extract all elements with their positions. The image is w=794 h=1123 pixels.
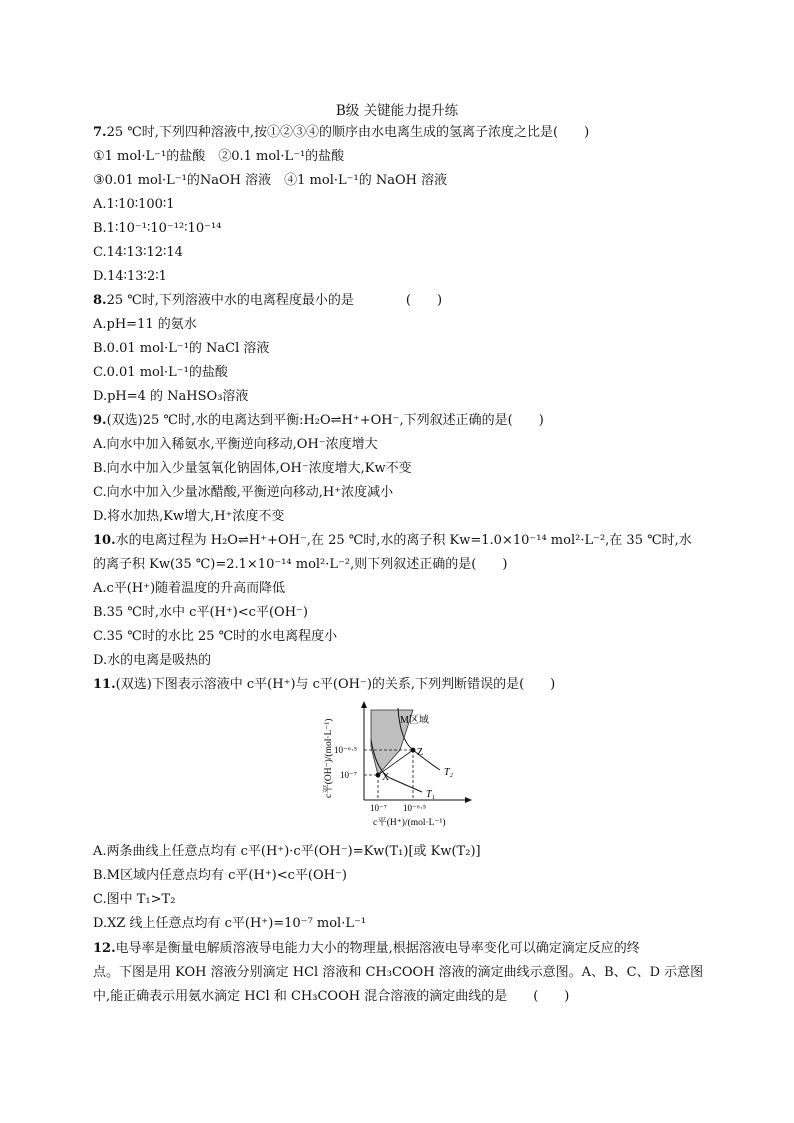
text-line xyxy=(93,387,248,407)
line-text: A.pH=11 的氨水 xyxy=(93,317,197,332)
line-text: 点。下图是用 KOH 溶液分别滴定 HCl 溶液和 CH₃COOH 溶液的滴定曲线示意图。A、B、C、D 示意图 xyxy=(93,965,704,980)
line-text: B.向水中加入少量氢氧化钠固体,OH⁻浓度增大,Kw不变 xyxy=(93,461,412,476)
point-x-marker xyxy=(376,773,381,778)
curve-t1-label: T₁ xyxy=(426,789,436,800)
line-text: D.14∶13∶2∶1 xyxy=(93,269,167,284)
text-line xyxy=(93,363,228,383)
question-number: 8. xyxy=(93,293,107,308)
line-text: 水的电离过程为 H₂O⇌H⁺+OH⁻,在 25 ℃时,水的离子积 Kw=1.0×10⁻¹⁴ mol²·L⁻²,在 35 ℃时,水 xyxy=(115,533,692,548)
line-text: A.向水中加入稀氨水,平衡逆向移动,OH⁻浓度增大 xyxy=(93,437,378,452)
question-stem-line xyxy=(93,123,589,143)
point-z-marker xyxy=(411,748,416,753)
question-stem-line xyxy=(93,939,640,959)
question-number: 11. xyxy=(93,677,116,692)
line-text: C.14∶13∶12∶14 xyxy=(93,245,183,260)
question-number: 10. xyxy=(93,533,116,548)
text-line xyxy=(93,339,269,359)
y-tick-2: 10⁻⁷ xyxy=(340,770,357,780)
line-text: ③0.01 mol·L⁻¹的NaOH 溶液 ④1 mol·L⁻¹的 NaOH 溶液 xyxy=(93,173,448,188)
line-text: D.将水加热,Kw增大,H⁺浓度不变 xyxy=(93,509,285,524)
question-stem-line xyxy=(93,675,555,695)
line-text: A.c平(H⁺)随着温度的升高而降低 xyxy=(93,581,286,596)
question-stem-line xyxy=(93,411,544,431)
line-text: B.35 ℃时,水中 c平(H⁺)<c平(OH⁻) xyxy=(93,605,308,620)
concentration-figure xyxy=(318,700,478,835)
text-line xyxy=(93,243,183,263)
line-text: (双选)25 ℃时,水的电离达到平衡:H₂O⇌H⁺+OH⁻,下列叙述正确的是( ) xyxy=(106,413,544,428)
text-line xyxy=(93,171,447,191)
text-line xyxy=(93,483,393,503)
y-tick-1: 10⁻⁶·⁵ xyxy=(334,745,358,755)
line-text: A.两条曲线上任意点均有 c平(H⁺)·c平(OH⁻)=Kw(T₁)[或 Kw(T₂)] xyxy=(93,844,481,859)
line-text: 25 ℃时,下列四种溶液中,按①②③④的顺序由水电离生成的氢离子浓度之比是( ) xyxy=(106,125,590,140)
text-line xyxy=(93,555,507,575)
region-label: M区域 xyxy=(400,715,429,726)
text-line xyxy=(93,651,211,671)
line-text: C.35 ℃时的水比 25 ℃时的水电离程度小 xyxy=(93,629,338,644)
text-line xyxy=(93,963,703,983)
text-line xyxy=(93,842,481,862)
line-text: 25 ℃时,下列溶液中水的电离程度最小的是 ( ) xyxy=(106,293,443,308)
text-line xyxy=(93,914,366,934)
text-line xyxy=(93,459,412,479)
line-text: D.XZ 线上任意点均有 c平(H⁺)=10⁻⁷ mol·L⁻¹ xyxy=(93,916,367,931)
question-number: 7. xyxy=(93,125,107,140)
line-text: B.1∶10⁻¹∶10⁻¹²∶10⁻¹⁴ xyxy=(93,221,222,236)
y-axis-label: c平(OH⁻)/(mol·L⁻¹) xyxy=(324,718,334,798)
x-tick-2: 10⁻⁶·⁵ xyxy=(403,803,427,813)
line-text: 的离子积 Kw(35 ℃)=2.1×10⁻¹⁴ mol²·L⁻²,则下列叙述正确的是( ) xyxy=(93,557,508,572)
text-line xyxy=(93,315,197,335)
x-axis-label: c平(H⁺)/(mol·L⁻¹) xyxy=(373,818,446,828)
point-x-label: X xyxy=(382,772,390,783)
y-axis-arrow-icon xyxy=(361,701,367,708)
point-z-label: Z xyxy=(417,747,424,758)
question-number: 12. xyxy=(93,941,116,956)
line-text: 中,能正确表示用氨水滴定 HCl 和 CH₃COOH 混合溶液的滴定曲线的是 ( ) xyxy=(93,989,570,1004)
line-text: 电导率是衡量电解质溶液导电能力大小的物理量,根据溶液电导率变化可以确定滴定反应的终 xyxy=(115,941,640,956)
line-text: C.图中 T₁>T₂ xyxy=(93,892,176,907)
text-line xyxy=(93,195,175,215)
text-line xyxy=(93,866,347,886)
line-text: B.M区域内任意点均有 c平(H⁺)<c平(OH⁻) xyxy=(93,868,347,883)
text-line xyxy=(93,890,175,910)
line-text: ①1 mol·L⁻¹的盐酸 ②0.1 mol·L⁻¹的盐酸 xyxy=(93,149,345,164)
line-text: (双选)下图表示溶液中 c平(H⁺)与 c平(OH⁻)的关系,下列判断错误的是( ) xyxy=(115,677,556,692)
text-line xyxy=(93,987,569,1007)
x-tick-1: 10⁻⁷ xyxy=(370,803,387,813)
line-text: B.0.01 mol·L⁻¹的 NaCl 溶液 xyxy=(93,341,270,356)
text-line xyxy=(93,627,337,647)
section-title: B级 关键能力提升练 xyxy=(335,103,459,119)
line-text: A.1∶10∶100∶1 xyxy=(93,197,175,212)
text-line xyxy=(93,603,308,623)
line-text: C.向水中加入少量冰醋酸,平衡逆向移动,H⁺浓度减小 xyxy=(93,485,394,500)
line-text: D.pH=4 的 NaHSO₃溶液 xyxy=(93,389,249,404)
question-number: 9. xyxy=(93,413,107,428)
text-line xyxy=(93,267,167,287)
question-stem-line xyxy=(93,291,442,311)
text-line xyxy=(93,147,344,167)
line-text: D.水的电离是吸热的 xyxy=(93,653,212,668)
line-text: C.0.01 mol·L⁻¹的盐酸 xyxy=(93,365,228,380)
x-axis-arrow-icon xyxy=(465,797,472,803)
question-stem-line xyxy=(93,531,692,551)
text-line xyxy=(93,579,285,599)
text-line xyxy=(93,507,284,527)
text-line xyxy=(93,435,378,455)
curve-t2-label: T₂ xyxy=(444,767,454,778)
text-line xyxy=(93,219,221,239)
